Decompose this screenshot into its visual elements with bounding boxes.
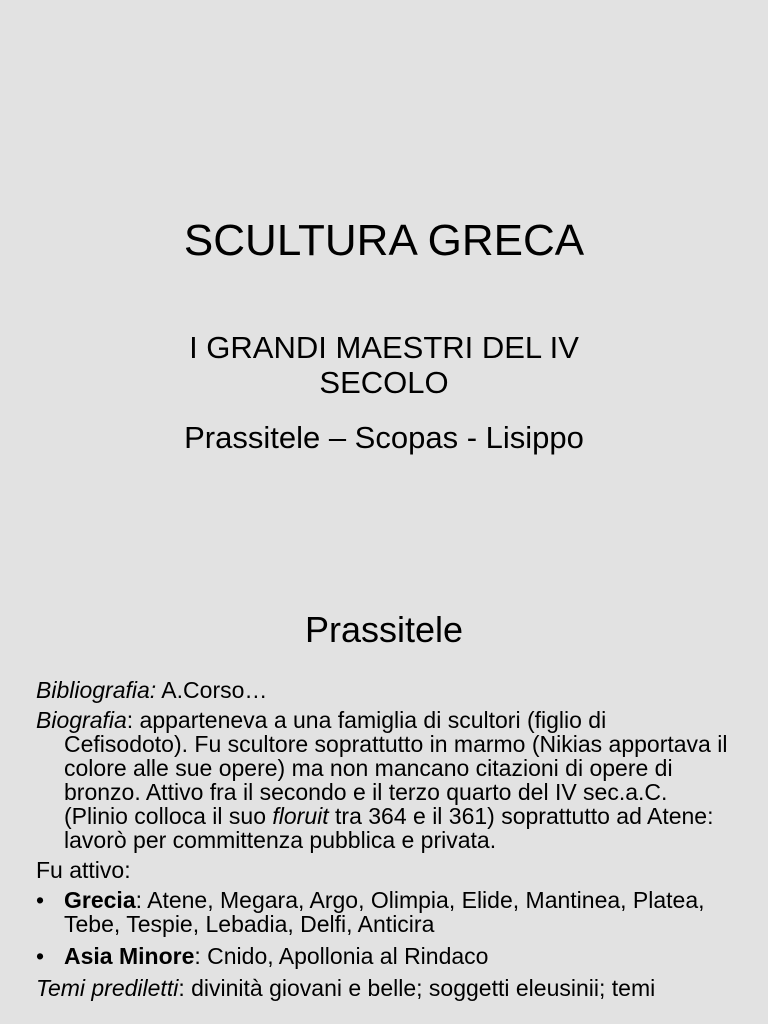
bullet-text: : Atene, Megara, Argo, Olimpia, Elide, Mantinea, Platea, Tebe, Tespie, Lebadia, Delfi, Anticira [64,887,705,937]
bullet-label: Asia Minore [64,943,195,969]
temi-label: Temi prediletti [36,975,179,1001]
biografia-text-after: tra 364 e il 361) soprattutto ad Atene: lavorò per committenza pubblica e privata. [64,803,714,853]
bibliografia-paragraph [36,678,736,702]
bullet-text: : Cnido, Apollonia al Rindaco [194,943,489,969]
bibliografia-label: Bibliografia: [36,677,157,703]
bibliografia-text: A.Corso… [156,677,268,703]
subtitle-line-2: SECOLO [319,365,449,400]
temi-text: : divinità giovani e belle; soggetti eleusinii; temi [178,975,656,1001]
slide-2 [0,576,768,1024]
biografia-paragraph [36,708,736,852]
floruit-term: floruit [272,803,329,829]
slide-body [36,678,736,1006]
slide-title: SCULTURA GRECA [183,216,585,265]
slide-title: Prassitele [304,609,464,650]
sculptor-names: Prassitele – Scopas - Lisippo [184,420,584,455]
slide-subtitle [0,330,768,400]
biografia-label: Biografia [36,707,127,733]
bullet-item-asia-minore [36,944,736,968]
temi-paragraph [36,976,736,1000]
bullet-icon: • [36,887,45,913]
fu-attivo-paragraph: Fu attivo: [36,857,131,883]
biografia-text-before: : apparteneva a una famiglia di scultori (figlio di Cefisodoto). Fu scultore soprattutto in marmo (Nikias apportava il colore alle sue opere) ma non mancano citazioni di opere di bronzo. Attivo fra il secondo e il terzo quarto del IV sec.a.C. (Plinio colloca il suo [64,707,728,829]
bullet-item-grecia [36,888,736,936]
subtitle-line-1: I GRANDI MAESTRI DEL IV [189,330,579,365]
bullet-label: Grecia [64,887,136,913]
bullet-icon: • [36,943,45,969]
